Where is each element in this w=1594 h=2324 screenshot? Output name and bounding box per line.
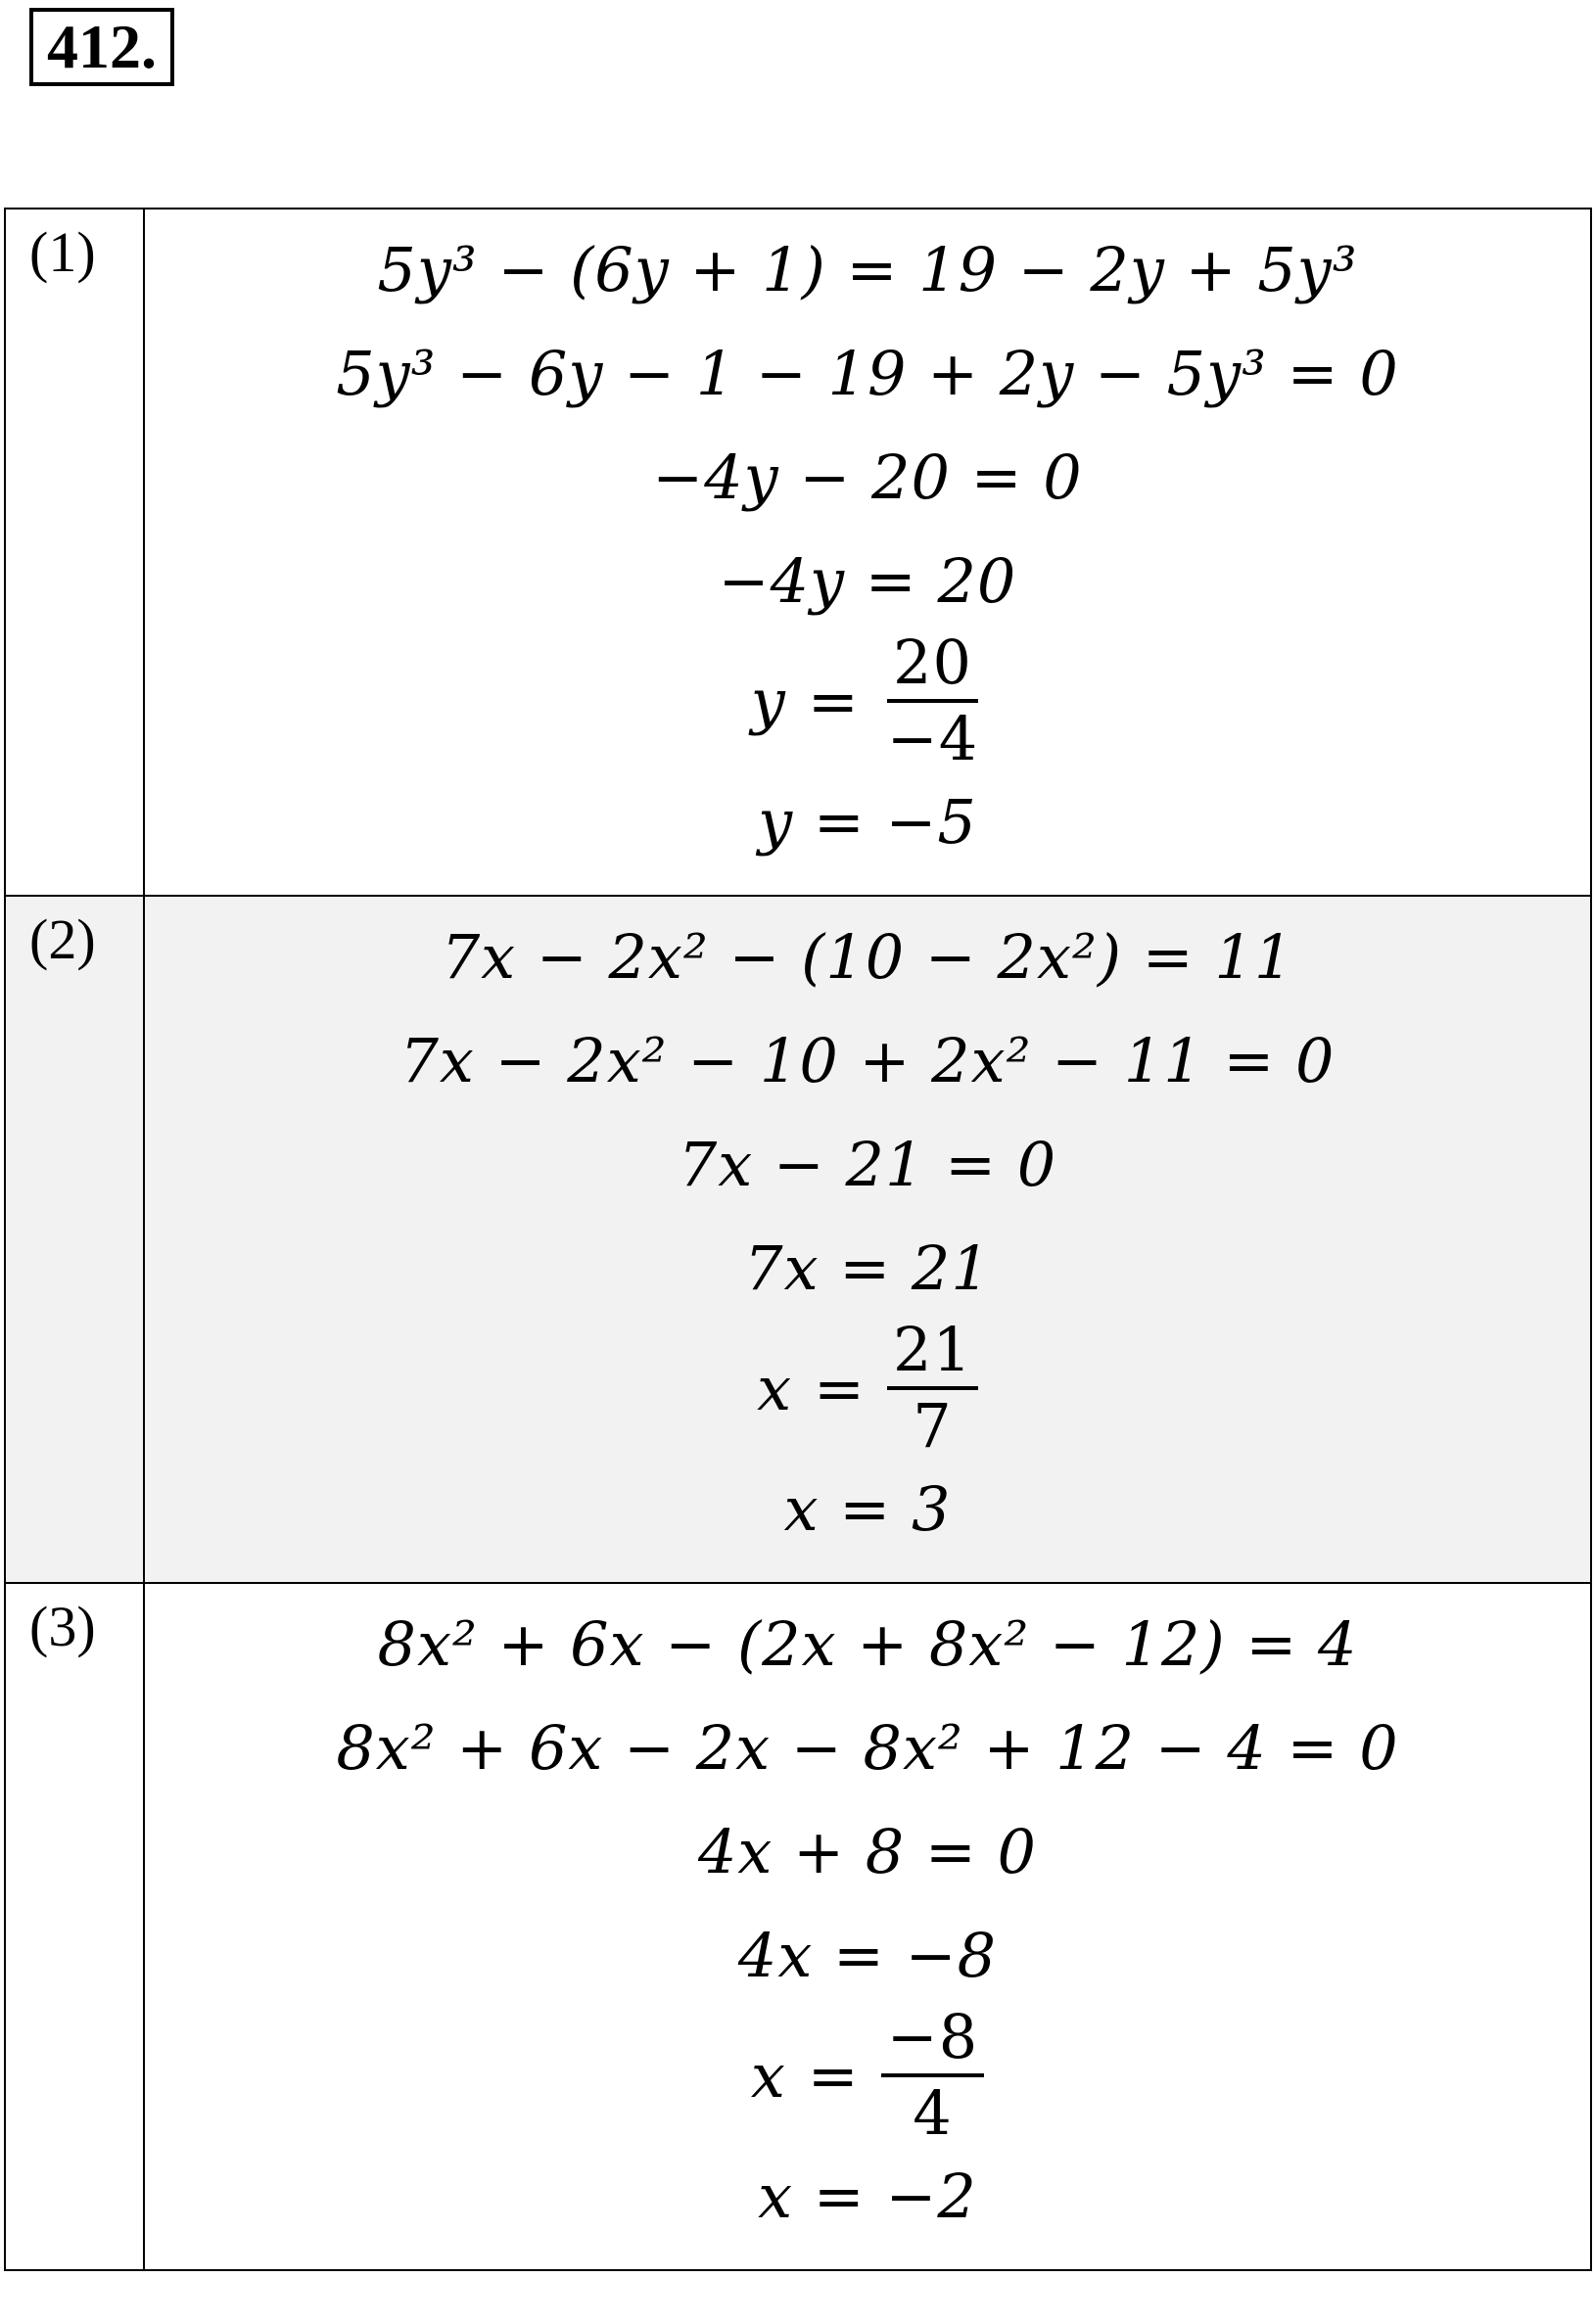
fraction-denominator: 4 bbox=[913, 2077, 953, 2149]
fraction-step bbox=[750, 2001, 984, 2149]
steps-cell bbox=[144, 1583, 1591, 2270]
final-answer: y = −5 bbox=[758, 785, 977, 858]
fraction bbox=[881, 2001, 984, 2149]
equals-sign: = bbox=[807, 665, 860, 737]
final-answer: x = 3 bbox=[783, 1472, 952, 1545]
equation-step: 7x = 21 bbox=[744, 1232, 991, 1304]
equals-sign: = bbox=[807, 2039, 860, 2112]
steps-cell bbox=[144, 896, 1591, 1583]
equation-step: 5y³ − 6y − 1 − 19 + 2y − 5y³ = 0 bbox=[336, 337, 1399, 409]
fraction bbox=[881, 627, 984, 774]
solution-row-3 bbox=[5, 1583, 1591, 2270]
solution-table bbox=[4, 208, 1592, 2271]
fraction-lhs: x bbox=[757, 1352, 793, 1424]
equation-step: 5y³ − (6y + 1) = 19 − 2y + 5y³ bbox=[377, 233, 1358, 305]
equation-step: 8x² + 6x − (2x + 8x² − 12) = 4 bbox=[377, 1607, 1358, 1680]
fraction-numerator: 21 bbox=[887, 1320, 978, 1390]
equation-step: 7x − 2x² − 10 + 2x² − 11 = 0 bbox=[399, 1024, 1336, 1096]
row-label: (3) bbox=[5, 1583, 144, 2270]
equation-step: 7x − 21 = 0 bbox=[678, 1128, 1057, 1200]
equation-step: 4x + 8 = 0 bbox=[697, 1815, 1038, 1887]
fraction-denominator: 7 bbox=[913, 1390, 953, 1462]
equation-step: −4y = 20 bbox=[718, 544, 1017, 617]
row-label: (2) bbox=[5, 896, 144, 1583]
equation-step: −4y − 20 = 0 bbox=[652, 441, 1083, 513]
solution-row-2 bbox=[5, 896, 1591, 1583]
equation-step: 4x = −8 bbox=[737, 1919, 998, 1991]
row-label: (1) bbox=[5, 209, 144, 896]
fraction-step bbox=[750, 627, 984, 774]
equation-step: 8x² + 6x − 2x − 8x² + 12 − 4 = 0 bbox=[336, 1711, 1399, 1784]
fraction-lhs: y bbox=[750, 665, 786, 737]
problem-number: 412. bbox=[29, 8, 174, 86]
fraction-step bbox=[757, 1314, 978, 1462]
fraction-numerator: −8 bbox=[881, 2007, 984, 2077]
solution-row-1 bbox=[5, 209, 1591, 896]
final-answer: x = −2 bbox=[758, 2160, 977, 2232]
equation-step: 7x − 2x² − (10 − 2x²) = 11 bbox=[441, 920, 1294, 993]
fraction bbox=[887, 1314, 978, 1462]
steps-cell bbox=[144, 209, 1591, 896]
equals-sign: = bbox=[814, 1352, 866, 1424]
fraction-denominator: −4 bbox=[886, 703, 979, 774]
fraction-numerator: 20 bbox=[887, 632, 978, 703]
fraction-lhs: x bbox=[750, 2039, 786, 2112]
